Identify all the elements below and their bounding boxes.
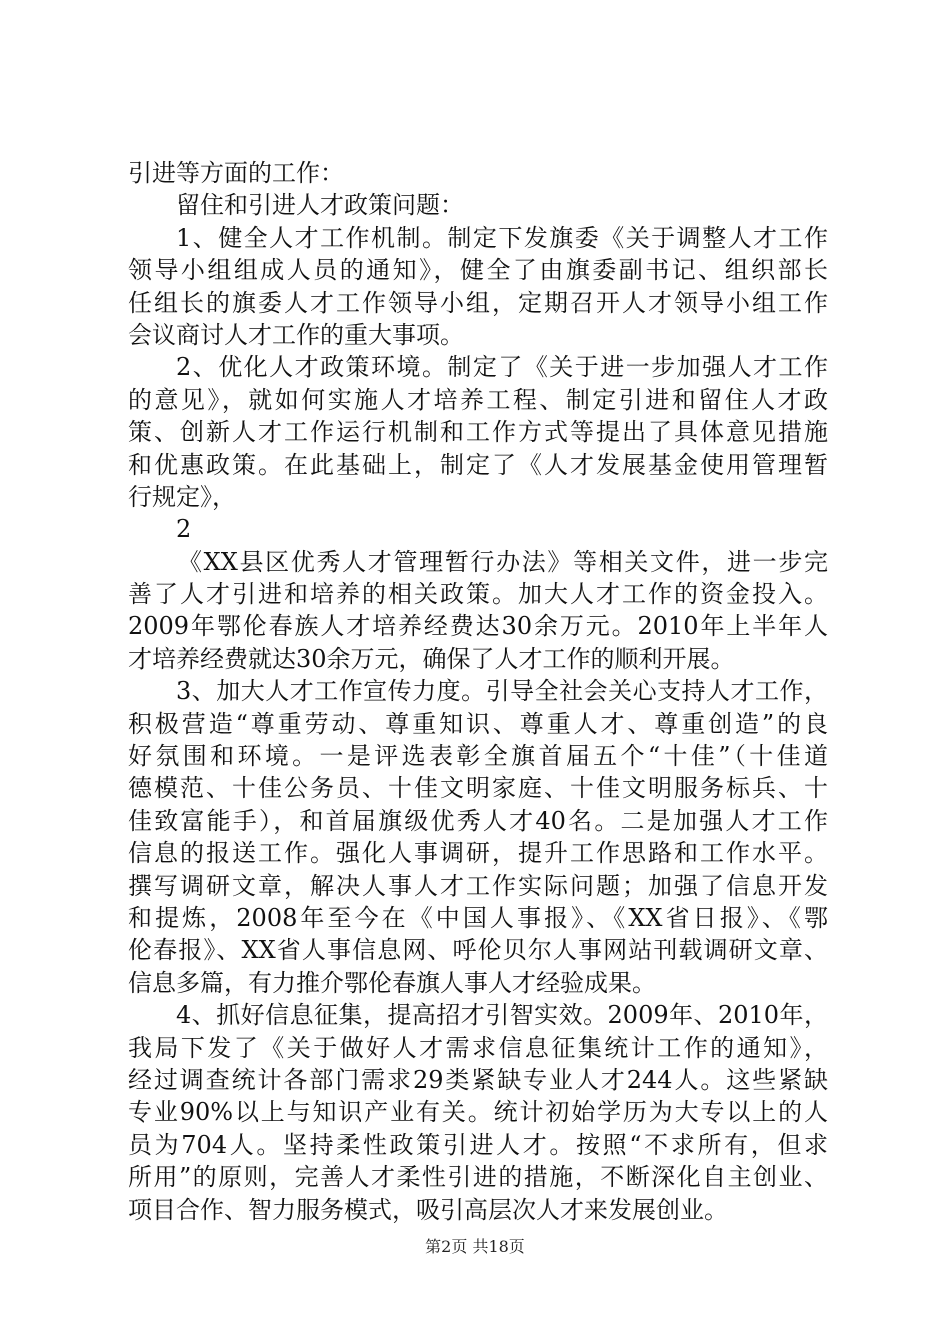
text-line: 《XX县区优秀人才管理暂行办法》等相关文件，进一步完 [178,547,828,576]
text-line: 和提炼，2008年至今在《中国人事报》、《XX省日报》、《鄂 [128,903,828,932]
text-line: 经过调查统计各部门需求29类紧缺专业人才244人。这些紧缺 [128,1065,828,1094]
page-number-label: 第2页 共18页 [425,1237,525,1256]
text-line: 2009年鄂伦春族人才培养经费达30余万元。2010年上半年人 [128,612,828,641]
text-line: 专业90%以上与知识产业有关。统计初始学历为大专以上的人 [128,1098,828,1127]
page-marker: 2 [176,515,192,544]
paragraph-4-line: 4、抓好信息征集，提高招才引智实效。2009年、2010年， [176,1001,828,1030]
text-line: 的意见》，就如何实施人才培养工程、制定引进和留住人才政 [128,385,828,414]
text-line: 行规定》， [128,482,236,511]
text-line: 我局下发了《关于做好人才需求信息征集统计工作的通知》， [128,1033,828,1062]
text-line: 积极营造“尊重劳动、尊重知识、尊重人才、尊重创造”的良 [128,709,828,738]
text-line: 德模范、十佳公务员、十佳文明家庭、十佳文明服务标兵、十 [128,774,828,803]
document-body [128,157,828,1226]
text-line: 任组长的旗委人才工作领导小组，定期召开人才领导小组工作 [128,288,828,317]
text-line: 伦春报》、XX省人事信息网、呼伦贝尔人事网站刊载调研文章、 [128,936,828,965]
text-line: 留住和引进人才政策问题： [176,191,464,220]
text-line: 会议商讨人才工作的重大事项。 [128,320,464,349]
text-line: 引进等方面的工作： [128,159,344,187]
text-line: 撰写调研文章，解决人事人才工作实际问题；加强了信息开发 [128,871,828,900]
text-line: 领导小组组成人员的通知》，健全了由旗委副书记、组织部长 [128,256,828,285]
text-line: 才培养经费就达30余万元，确保了人才工作的顺利开展。 [128,644,735,673]
page-footer [0,1236,950,1258]
text-line: 员为704人。坚持柔性政策引进人才。按照“不求所有，但求 [128,1130,828,1159]
text-line: 策、创新人才工作运行机制和工作方式等提出了具体意见措施 [128,418,828,447]
text-line: 和优惠政策。在此基础上，制定了《人才发展基金使用管理暂 [128,450,828,479]
paragraph-1-line: 1、健全人才工作机制。制定下发旗委《关于调整人才工作 [176,223,828,252]
text-line: 善了人才引进和培养的相关政策。加大人才工作的资金投入。 [128,580,828,609]
paragraph-3-line: 3、加大人才工作宣传力度。引导全社会关心支持人才工作， [176,677,828,706]
text-line: 信息多篇，有力推介鄂伦春旗人事人才经验成果。 [128,968,656,997]
text-line: 项目合作、智力服务模式，吸引高层次人才来发展创业。 [128,1195,728,1224]
text-line: 信息的报送工作。强化人事调研，提升工作思路和工作水平。 [128,839,828,868]
text-line: 好氛围和环境。一是评选表彰全旗首届五个“十佳”（十佳道 [128,742,828,771]
text-line: 所用”的原则，完善人才柔性引进的措施，不断深化自主创业、 [128,1163,828,1192]
paragraph-2-line: 2、优化人才政策环境。制定了《关于进一步加强人才工作 [176,353,828,382]
text-line: 佳致富能手），和首届旗级优秀人才40名。二是加强人才工作 [128,806,828,835]
